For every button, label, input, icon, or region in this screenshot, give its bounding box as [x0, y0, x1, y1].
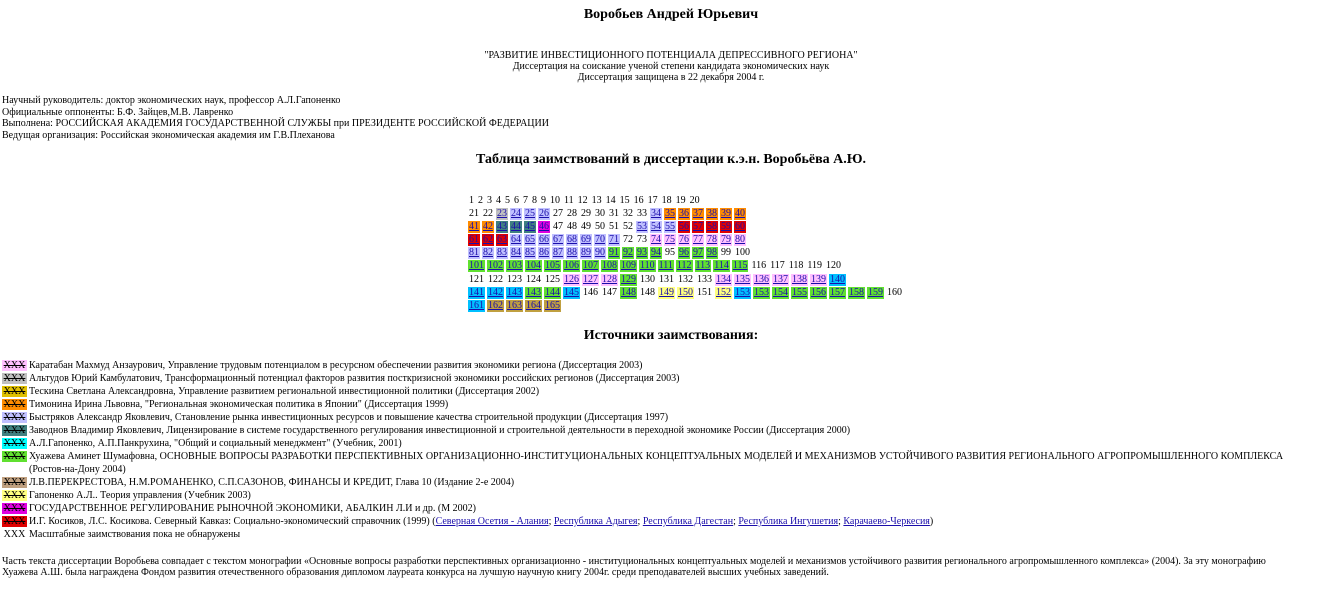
page-cell-161[interactable]: 161: [469, 299, 484, 311]
page-cell-68[interactable]: 68: [567, 234, 577, 246]
page-cell-40[interactable]: 40: [735, 208, 745, 220]
page-cell-92[interactable]: 92: [623, 247, 633, 259]
page-cell-24[interactable]: 24: [511, 208, 521, 220]
page-cell-7: 7: [523, 195, 528, 206]
source-text: А.Л.Гапоненко, А.П.Панкрухина, "Общий и социальный менеджмент" (Учебник, 2001): [29, 438, 402, 449]
page-cell-97[interactable]: 97: [693, 247, 703, 259]
page-cell-109[interactable]: 109: [621, 260, 636, 272]
page-cell-153[interactable]: 153: [735, 286, 750, 298]
page-cell-114[interactable]: 114: [714, 260, 729, 272]
page-cell-142[interactable]: 142: [488, 286, 503, 298]
grid-row: [468, 274, 905, 287]
page-cell-14: 14: [605, 195, 616, 206]
page-cell-137[interactable]: 137: [773, 273, 788, 285]
page-cell-56[interactable]: 56: [679, 221, 689, 233]
page-cell-46[interactable]: 46: [539, 221, 549, 233]
page-cell-136[interactable]: 136: [754, 273, 769, 285]
page-cell-157[interactable]: 157: [830, 286, 845, 298]
page-cell-49: 49: [581, 221, 591, 233]
page-cell-19: 19: [675, 195, 686, 206]
source-item: [2, 398, 1302, 411]
page-cell-112[interactable]: 112: [676, 260, 692, 272]
page-cell-96[interactable]: 96: [679, 247, 689, 259]
sources-list: [2, 359, 1302, 541]
page-cell-44[interactable]: 44: [511, 221, 521, 233]
source-item: [2, 411, 1302, 424]
source-color-swatch: XXX: [3, 425, 26, 436]
page-cell-122: 122: [488, 273, 503, 285]
source-item: [2, 528, 1302, 541]
page-cell-138[interactable]: 138: [792, 273, 807, 285]
page-cell-2: 2: [478, 195, 483, 206]
footer-line-2: Хуажева А.Ш. была награждена Фондом развития отечественного образования дипломом лауреата конкурса на лучшую научную книгу 2004г. среди преподавателей высших учебных заведений.: [2, 567, 829, 578]
page-cell-134[interactable]: 134: [716, 273, 731, 285]
page-cell-77[interactable]: 77: [693, 234, 703, 246]
source-color-swatch: XXX: [3, 451, 26, 462]
page-cell-133: 133: [697, 273, 712, 285]
grid-row: [468, 195, 905, 208]
page-cell-98[interactable]: 98: [707, 247, 717, 259]
footer-line-1: Часть текста диссертации Воробьева совпадает с текстом монографии «Основные вопросы разработки перспективных организационно - институциональных концептуальных моделей и механизмов устойчивого развития регионального агропромышленного комплекса» (2004). За эту монографию: [2, 556, 1266, 567]
page-cell-84[interactable]: 84: [511, 247, 521, 259]
page-cell-75[interactable]: 75: [665, 234, 675, 246]
source-text: И.Г. Косиков, Л.С. Косикова. Северный Кавказ: Социально-экономический справочник (1999) (Северная Осетия - Алания; Республика Адыгея; Республика Дагестан; Республика Ингушетия; Карачаево-Черкесия): [29, 516, 934, 527]
page-cell-127[interactable]: 127: [583, 273, 598, 285]
dissertation-title: "РАЗВИТИЕ ИНВЕСТИЦИОННОГО ПОТЕНЦИАЛА ДЕПРЕССИВНОГО РЕГИОНА": [484, 50, 858, 61]
source-color-swatch: XXX: [3, 516, 26, 527]
page-cell-110[interactable]: 110: [640, 260, 655, 272]
page-cell-95: 95: [665, 247, 675, 259]
page-cell-160: 160: [887, 286, 902, 298]
page-cell-22: 22: [483, 208, 493, 220]
page-cell-129[interactable]: 129: [621, 273, 636, 285]
page-cell-93[interactable]: 93: [637, 247, 647, 259]
page-cell-34[interactable]: 34: [651, 208, 661, 220]
page-cell-94[interactable]: 94: [651, 247, 661, 259]
page-cell-32: 32: [623, 208, 633, 220]
meta-supervisor: Научный руководитель: доктор экономических наук, профессор А.Л.Гапоненко: [2, 95, 341, 106]
page-cell-78[interactable]: 78: [707, 234, 717, 246]
page-cell-5: 5: [505, 195, 510, 206]
page-cell-82[interactable]: 82: [483, 247, 493, 259]
page-cell-26[interactable]: 26: [539, 208, 549, 220]
page-cell-146: 146: [583, 286, 598, 298]
source-color-swatch: XXX: [3, 373, 26, 384]
meta-lead-org: Ведущая организация: Российская экономическая академия им Г.В.Плеханова: [2, 129, 335, 141]
page-cell-57[interactable]: 57: [693, 221, 703, 233]
page-cell-88[interactable]: 88: [567, 247, 577, 259]
page-cell-143[interactable]: 143: [526, 286, 541, 298]
page-cell-54[interactable]: 54: [651, 221, 661, 233]
grid-row: [468, 287, 905, 300]
page-cell-60[interactable]: 60: [735, 221, 745, 233]
page-cell-15: 15: [619, 195, 630, 206]
page-cell-90[interactable]: 90: [595, 247, 605, 259]
page-cell-130: 130: [640, 273, 655, 285]
source-text: ГОСУДАРСТВЕННОЕ РЕГУЛИРОВАНИЕ РЫНОЧНОЙ ЭКОНОМИКИ, АБАЛКИН Л.И и др. (М 2002): [29, 503, 476, 514]
meta-opponents: Официальные оппоненты: Б.Ф. Зайцев,М.В. Лавренко: [2, 106, 234, 118]
source-link[interactable]: Республика Ингушетия: [738, 516, 839, 527]
page-cell-79[interactable]: 79: [721, 234, 731, 246]
source-text: Гапоненко А.Л.. Теория управления (Учебник 2003): [29, 490, 251, 501]
source-item: [2, 385, 1302, 398]
page-cell-18: 18: [661, 195, 672, 206]
source-item: [2, 502, 1302, 515]
grid-row: [468, 247, 905, 260]
page-cell-64[interactable]: 64: [511, 234, 521, 246]
source-color-swatch: XXX: [3, 438, 26, 449]
page-cell-76[interactable]: 76: [679, 234, 689, 246]
source-text: Хуажева Аминет Шумафовна, ОСНОВНЫЕ ВОПРОСЫ РАЗРАБОТКИ ПЕРСПЕКТИВНЫХ ОРГАНИЗАЦИОННО-ИНСТИТУЦИОНАЛЬНЫХ КОНЦЕПТУАЛЬНЫХ МОДЕЛЕЙ И МЕХАНИЗМОВ УСТОЙЧИВОГО РАЗВИТИЯ РЕГИОНАЛЬНОГО АГРОПРОМЫШЛЕННОГО КОМПЛЕКСА (Ростов-на-Дону 2004): [29, 451, 1284, 475]
borrowing-page-grid: [468, 195, 905, 313]
sources-title: Источники заимствования:: [583, 328, 759, 343]
page-cell-128[interactable]: 128: [602, 273, 617, 285]
page-cell-53[interactable]: 53: [637, 221, 647, 233]
page-cell-104[interactable]: 104: [526, 260, 541, 272]
source-text: Быстряков Александр Яковлевич, Становление рынка инвестиционных ресурсов и повышение качества строительной продукции (Диссертация 1997): [29, 412, 669, 423]
source-item: [2, 515, 1302, 528]
page-cell-148[interactable]: 148: [621, 286, 636, 298]
grid-row: [468, 260, 905, 273]
page-cell-152[interactable]: 152: [716, 286, 731, 298]
page-cell-107[interactable]: 107: [583, 260, 598, 272]
page-cell-3: 3: [487, 195, 492, 206]
page-cell-101[interactable]: 101: [469, 260, 484, 272]
source-item: [2, 437, 1302, 450]
page-cell-37[interactable]: 37: [693, 208, 703, 220]
page-cell-20: 20: [689, 195, 700, 206]
page-cell-41[interactable]: 41: [469, 221, 479, 233]
page-cell-86[interactable]: 86: [539, 247, 549, 259]
page-cell-61[interactable]: 61: [469, 234, 479, 246]
page-cell-73: 73: [637, 234, 647, 246]
page-cell-149[interactable]: 149: [659, 286, 674, 298]
page-cell-162[interactable]: 162: [488, 299, 503, 311]
page-cell-100: 100: [735, 247, 750, 259]
page-cell-144[interactable]: 144: [545, 286, 560, 298]
source-text: Альтудов Юрий Камбулатович, Трансформационный потенциал факторов развития посткризисной экономики российских регионов (Диссертация 2003): [29, 373, 680, 384]
source-color-swatch: XXX: [3, 477, 26, 488]
source-text: Тимонина Ирина Львовна, "Региональная экономическая политика в Японии" (Диссертация 1999): [29, 399, 449, 410]
page-cell-105[interactable]: 105: [545, 260, 560, 272]
page-cell-139[interactable]: 139: [811, 273, 826, 285]
page-cell-29: 29: [581, 208, 591, 220]
degree-line: Диссертация на соискание ученой степени кандидата экономических наук: [512, 61, 830, 72]
borrowing-table-title: Таблица заимствований в диссертации к.э.н. Воробьёва А.Ю.: [475, 152, 867, 167]
defense-date: Диссертация защищена в 22 декабря 2004 г.: [577, 72, 765, 83]
page-cell-117: 117: [770, 260, 785, 272]
page-cell-35[interactable]: 35: [665, 208, 675, 220]
page-cell-148: 148: [640, 286, 655, 298]
page-cell-16: 16: [633, 195, 644, 206]
page-cell-25[interactable]: 25: [525, 208, 535, 220]
page-cell-141[interactable]: 141: [469, 286, 484, 298]
page-cell-48: 48: [567, 221, 577, 233]
source-text: Каратабан Махмуд Анзаурович, Управление трудовым потенциалом в ресурсном обеспечении развития экономики региона (Диссертация 2003): [29, 360, 643, 371]
source-link[interactable]: Республика Адыгея: [553, 516, 638, 527]
page-cell-108[interactable]: 108: [602, 260, 617, 272]
page-cell-120: 120: [826, 260, 842, 272]
source-text: Масштабные заимствования пока не обнаружены: [29, 529, 241, 540]
page-cell-124: 124: [526, 273, 541, 285]
grid-row: [468, 300, 905, 313]
page-cell-123: 123: [507, 273, 522, 285]
page-cell-132: 132: [678, 273, 693, 285]
page-cell-27: 27: [553, 208, 563, 220]
source-item: [2, 476, 1302, 489]
page-cell-31: 31: [609, 208, 619, 220]
page-cell-72: 72: [623, 234, 633, 246]
page-cell-39[interactable]: 39: [721, 208, 731, 220]
source-color-swatch: XXX: [3, 360, 26, 371]
page-cell-103[interactable]: 103: [507, 260, 522, 272]
dissertation-info: [0, 50, 1342, 83]
page-cell-99: 99: [721, 247, 731, 259]
grid-row: [468, 208, 905, 221]
page-cell-38[interactable]: 38: [707, 208, 717, 220]
source-color-swatch: XXX: [3, 529, 26, 540]
page-cell-81[interactable]: 81: [469, 247, 479, 259]
source-text: Тескина Светлана Александровна, Управление развитием региональной инвестиционной политики (Диссертация 2002): [29, 386, 540, 397]
page-cell-87[interactable]: 87: [553, 247, 563, 259]
source-link[interactable]: Карачаево-Черкесия: [843, 516, 930, 527]
page-cell-17: 17: [647, 195, 658, 206]
page-cell-106[interactable]: 106: [564, 260, 579, 272]
page-cell-47: 47: [553, 221, 563, 233]
source-item: [2, 359, 1302, 372]
page-cell-67[interactable]: 67: [553, 234, 563, 246]
page-cell-45[interactable]: 45: [525, 221, 535, 233]
page-cell-8: 8: [532, 195, 537, 206]
page-cell-80[interactable]: 80: [735, 234, 745, 246]
page-cell-51: 51: [609, 221, 619, 233]
page-cell-62[interactable]: 62: [483, 234, 493, 246]
page-cell-121: 121: [469, 273, 484, 285]
page-cell-118: 118: [788, 260, 804, 272]
page-cell-13: 13: [591, 195, 602, 206]
grid-row: [468, 221, 905, 234]
page-cell-59[interactable]: 59: [721, 221, 731, 233]
page-cell-85[interactable]: 85: [525, 247, 535, 259]
page-cell-151: 151: [697, 286, 712, 298]
page-cell-102[interactable]: 102: [488, 260, 503, 272]
page-cell-9: 9: [541, 195, 546, 206]
page-cell-153[interactable]: 153: [754, 286, 769, 298]
page-cell-154[interactable]: 154: [773, 286, 788, 298]
page-cell-58[interactable]: 58: [707, 221, 717, 233]
page-cell-6: 6: [514, 195, 519, 206]
page-cell-159[interactable]: 159: [868, 286, 883, 298]
page-cell-74[interactable]: 74: [651, 234, 661, 246]
page-cell-71[interactable]: 71: [609, 234, 619, 246]
meta-block: [2, 95, 549, 141]
page-cell-150[interactable]: 150: [678, 286, 693, 298]
page-cell-65[interactable]: 65: [525, 234, 535, 246]
source-item: [2, 424, 1302, 437]
page-cell-12: 12: [577, 195, 588, 206]
page-cell-126[interactable]: 126: [564, 273, 579, 285]
page-cell-91[interactable]: 91: [609, 247, 619, 259]
source-color-swatch: XXX: [3, 412, 26, 423]
source-item: [2, 372, 1302, 385]
page-cell-140[interactable]: 140: [830, 273, 845, 285]
page-cell-115[interactable]: 115: [732, 260, 748, 272]
meta-institution: Выполнена: РОССИЙСКАЯ АКАДЕМИЯ ГОСУДАРСТВЕННОЙ СЛУЖБЫ при ПРЕЗИДЕНТЕ РОССИЙСКОЙ ФЕДЕРАЦИИ: [2, 118, 549, 129]
page-cell-1: 1: [469, 195, 474, 206]
page-cell-28: 28: [567, 208, 577, 220]
page-cell-69[interactable]: 69: [581, 234, 591, 246]
source-color-swatch: XXX: [3, 386, 26, 397]
page-cell-145[interactable]: 145: [564, 286, 579, 298]
page-cell-42[interactable]: 42: [483, 221, 493, 233]
source-color-swatch: XXX: [3, 503, 26, 514]
page-cell-155[interactable]: 155: [792, 286, 807, 298]
page-cell-158[interactable]: 158: [849, 286, 864, 298]
page-cell-52: 52: [623, 221, 633, 233]
page-cell-135[interactable]: 135: [735, 273, 750, 285]
grid-row: [468, 234, 905, 247]
source-link[interactable]: Республика Дагестан: [642, 516, 734, 527]
author-name: Воробьев Андрей Юрьевич: [583, 7, 759, 22]
page-cell-33: 33: [637, 208, 647, 220]
page-cell-55[interactable]: 55: [665, 221, 675, 233]
page-cell-30: 30: [595, 208, 605, 220]
source-color-swatch: XXX: [3, 399, 26, 410]
source-link[interactable]: Северная Осетия - Алания: [435, 516, 549, 527]
page-cell-21: 21: [469, 208, 479, 220]
page-cell-164[interactable]: 164: [526, 299, 541, 311]
page-cell-70[interactable]: 70: [595, 234, 605, 246]
page-cell-125: 125: [545, 273, 560, 285]
page-cell-89[interactable]: 89: [581, 247, 591, 259]
page-cell-4: 4: [496, 195, 501, 206]
page-cell-43[interactable]: 43: [497, 221, 507, 233]
page-cell-10: 10: [550, 195, 560, 206]
source-text: Заводнов Владимир Яковлевич, Лицензирование в системе государственного регулирования инвестиционной и строительной деятельности в переходной экономике России (Диссертация 2000): [29, 425, 851, 436]
source-color-swatch: XXX: [3, 490, 26, 501]
page-cell-63[interactable]: 63: [497, 234, 507, 246]
page-cell-119: 119: [807, 260, 823, 272]
source-text: Л.В.ПЕРЕКРЕСТОВА, Н.М.РОМАНЕНКО, С.П.САЗОНОВ, ФИНАНСЫ И КРЕДИТ, Глава 10 (Издание 2-е 2004): [29, 477, 515, 488]
page-cell-156[interactable]: 156: [811, 286, 826, 298]
page-cell-66[interactable]: 66: [539, 234, 549, 246]
page-cell-113[interactable]: 113: [695, 260, 711, 272]
page-cell-165[interactable]: 165: [545, 299, 560, 311]
page-cell-11: 11: [564, 195, 574, 206]
page-cell-111[interactable]: 111: [658, 260, 673, 272]
page-cell-147: 147: [602, 286, 617, 298]
page-cell-50: 50: [595, 221, 605, 233]
page-cell-143[interactable]: 143: [507, 286, 522, 298]
page-cell-83[interactable]: 83: [497, 247, 507, 259]
page-cell-36[interactable]: 36: [679, 208, 689, 220]
page-cell-131: 131: [659, 273, 674, 285]
page-cell-116: 116: [751, 260, 767, 272]
footer-note: [2, 556, 1342, 578]
source-item: [2, 489, 1302, 502]
page-cell-163[interactable]: 163: [507, 299, 522, 311]
page-cell-23[interactable]: 23: [497, 208, 507, 220]
source-item: [2, 450, 1302, 476]
